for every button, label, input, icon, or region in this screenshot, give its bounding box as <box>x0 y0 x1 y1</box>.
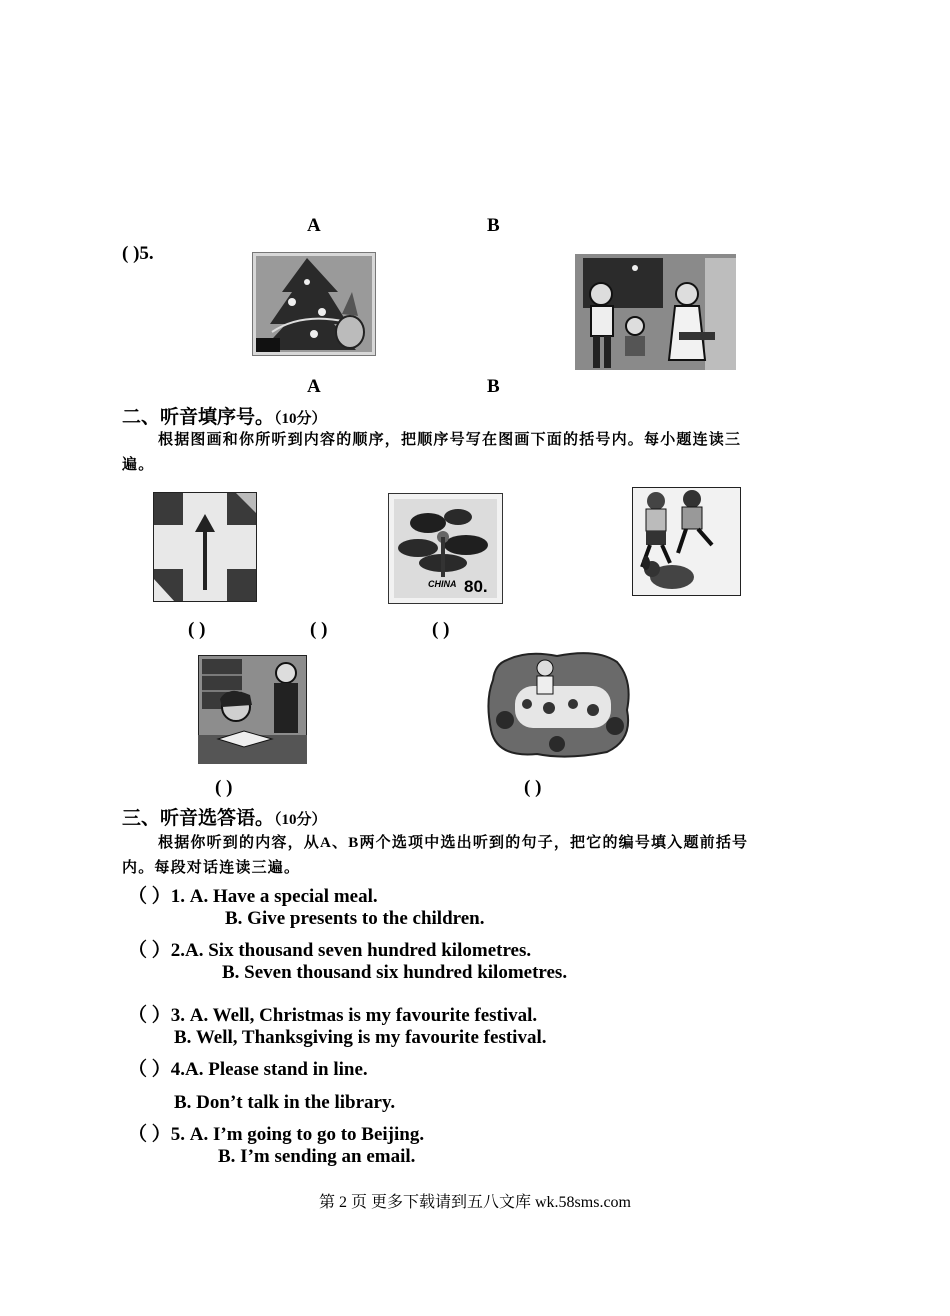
section-2-instruction-line2: 遍。 <box>122 457 155 473</box>
christmas-tree-image <box>252 252 376 356</box>
section-2-instruction-line1: 根据图画和你所听到内容的顺序，把顺序号写在图画下面的括号内。每小题连读三 <box>158 432 742 448</box>
option-a-label-top: A <box>307 215 321 236</box>
kids-running-image <box>632 487 741 596</box>
question-4-a: （ ）4.A. Please stand in line. <box>128 1059 368 1080</box>
answer-blank-2[interactable]: ( ) <box>310 619 328 640</box>
flower-stamp-image <box>388 493 503 604</box>
family-baking-image <box>575 254 736 370</box>
question-1-b: B. Give presents to the children. <box>225 908 485 929</box>
section-3-heading: 三、听音选答语。 <box>122 808 275 829</box>
question-3-b: B. Well, Thanksgiving is my favourite festival. <box>174 1027 547 1048</box>
section-3-points: （10分） <box>274 812 327 828</box>
stamp-country: CHINA <box>428 579 457 589</box>
section-3-title <box>122 803 327 830</box>
section-3-instruction-line2: 内。每段对话连读三遍。 <box>122 860 301 876</box>
go-straight-sign-image <box>153 492 257 602</box>
answer-blank-3[interactable]: ( ) <box>432 619 450 640</box>
section-2-heading: 二、听音填序号。 <box>122 407 275 428</box>
stamp-value: 80. <box>464 577 488 596</box>
question-4-b: B. Don’t talk in the library. <box>174 1092 396 1113</box>
question-2-a: （ ）2.A. Six thousand seven hundred kilometres. <box>128 940 532 961</box>
library-reading-image <box>198 655 307 764</box>
question-5-label: ( )5. <box>122 243 154 264</box>
answer-blank-1[interactable]: ( ) <box>188 619 206 640</box>
option-a-label-bottom: A <box>307 376 321 397</box>
question-3-a: （ ）3. A. Well, Christmas is my favourite festival. <box>128 1005 538 1026</box>
option-b-label-top: B <box>487 215 500 236</box>
section-3-instruction-line1: 根据你听到的内容，从A、B两个选项中选出听到的句子，把它的编号填入题前括号 <box>158 835 749 851</box>
answer-blank-5[interactable]: ( ) <box>524 777 542 798</box>
question-5-b: B. I’m sending an email. <box>218 1146 416 1167</box>
festival-dinner-image <box>487 650 633 758</box>
option-b-label-bottom: B <box>487 376 500 397</box>
section-3-instruction <box>122 831 832 881</box>
question-1-a: （ ）1. A. Have a special meal. <box>128 886 378 907</box>
section-2-title <box>122 402 327 429</box>
page-footer: 第 2 页 更多下载请到五八文库 wk.58sms.com <box>318 1194 631 1211</box>
answer-blank-4[interactable]: ( ) <box>215 777 233 798</box>
question-5-a: （ ）5. A. I’m going to go to Beijing. <box>128 1124 425 1145</box>
question-2-b: B. Seven thousand six hundred kilometres. <box>222 962 568 983</box>
section-2-points: （10分） <box>274 411 327 427</box>
section-2-instruction <box>122 428 832 478</box>
